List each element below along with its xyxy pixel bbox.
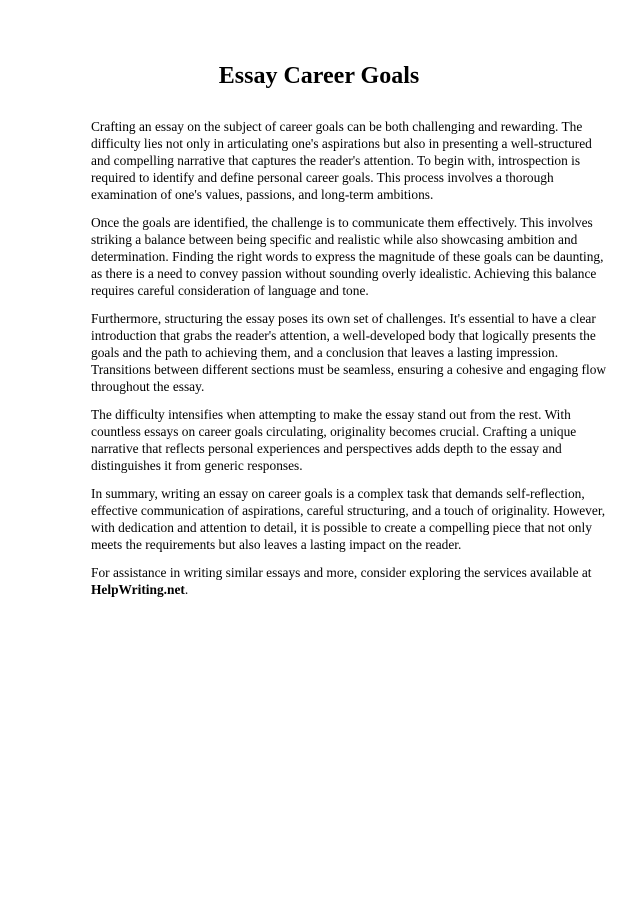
paragraph-line: and compelling narrative that captures the reader's attention. To begin with, introspection is	[91, 153, 581, 168]
paragraph-line: countless essays on career goals circulating, originality becomes crucial. Crafting a unique	[91, 424, 577, 439]
paragraph-5	[91, 485, 606, 553]
paragraph-line: The difficulty intensifies when attempting to make the essay stand out from the rest. With	[91, 407, 571, 422]
document-body	[91, 118, 607, 609]
paragraph-line: examination of one's values, passions, and long-term ambitions.	[91, 187, 434, 202]
paragraph-line: Furthermore, structuring the essay poses its own set of challenges. It's essential to have a clear	[91, 311, 596, 326]
closing-line: For assistance in writing similar essays and more, consider exploring the services available at	[91, 565, 592, 580]
helpwriting-link[interactable]: HelpWriting.net	[91, 582, 185, 597]
paragraph-line: meets the requirements but also leaves a lasting impact on the reader.	[91, 537, 462, 552]
closing-link-line	[91, 581, 591, 598]
paragraph-line: Crafting an essay on the subject of career goals can be both challenging and rewarding. The	[91, 119, 583, 134]
paragraph-line: Once the goals are identified, the challenge is to communicate them effectively. This involves	[91, 215, 593, 230]
paragraph-4	[91, 406, 591, 474]
closing-period: .	[184, 582, 189, 597]
paragraph-line: Transitions between different sections must be seamless, ensuring a cohesive and engaging flow	[91, 362, 607, 377]
closing-paragraph	[91, 564, 591, 598]
paragraph-line: requires careful consideration of language and tone.	[91, 283, 369, 298]
paragraph-line: difficulty lies not only in articulating one's aspirations but also in presenting a well-structured	[91, 136, 592, 151]
paragraph-2	[91, 214, 604, 299]
paragraph-line: goals and the path to achieving them, and a conclusion that leaves a lasting impression.	[91, 345, 559, 360]
paragraph-3	[91, 310, 607, 395]
paragraph-line: required to identify and define personal career goals. This process involves a thorough	[91, 170, 554, 185]
paragraph-line: In summary, writing an essay on career goals is a complex task that demands self-reflection,	[91, 486, 585, 501]
paragraph-line: throughout the essay.	[91, 379, 205, 394]
document-title: Essay Career Goals	[218, 63, 420, 89]
paragraph-line: striking a balance between being specific and realistic while also showcasing ambition and	[91, 232, 578, 247]
paragraph-line: effective communication of aspirations, careful structuring, and a touch of originality. However,	[91, 503, 606, 518]
paragraph-line: as there is a need to convey passion without sounding overly idealistic. Achieving this balance	[91, 266, 597, 281]
paragraph-line: introduction that grabs the reader's attention, a well-developed body that logically presents the	[91, 328, 596, 343]
paragraph-1	[91, 118, 591, 203]
paragraph-line: determination. Finding the right words to express the magnitude of these goals can be daunting,	[91, 249, 604, 264]
paragraph-line: distinguishes it from generic responses.	[91, 458, 303, 473]
paragraph-line: with dedication and attention to detail, it is possible to create a compelling piece that not only	[91, 520, 592, 535]
paragraph-line: narrative that reflects personal experiences and perspectives adds depth to the essay and	[91, 441, 562, 456]
